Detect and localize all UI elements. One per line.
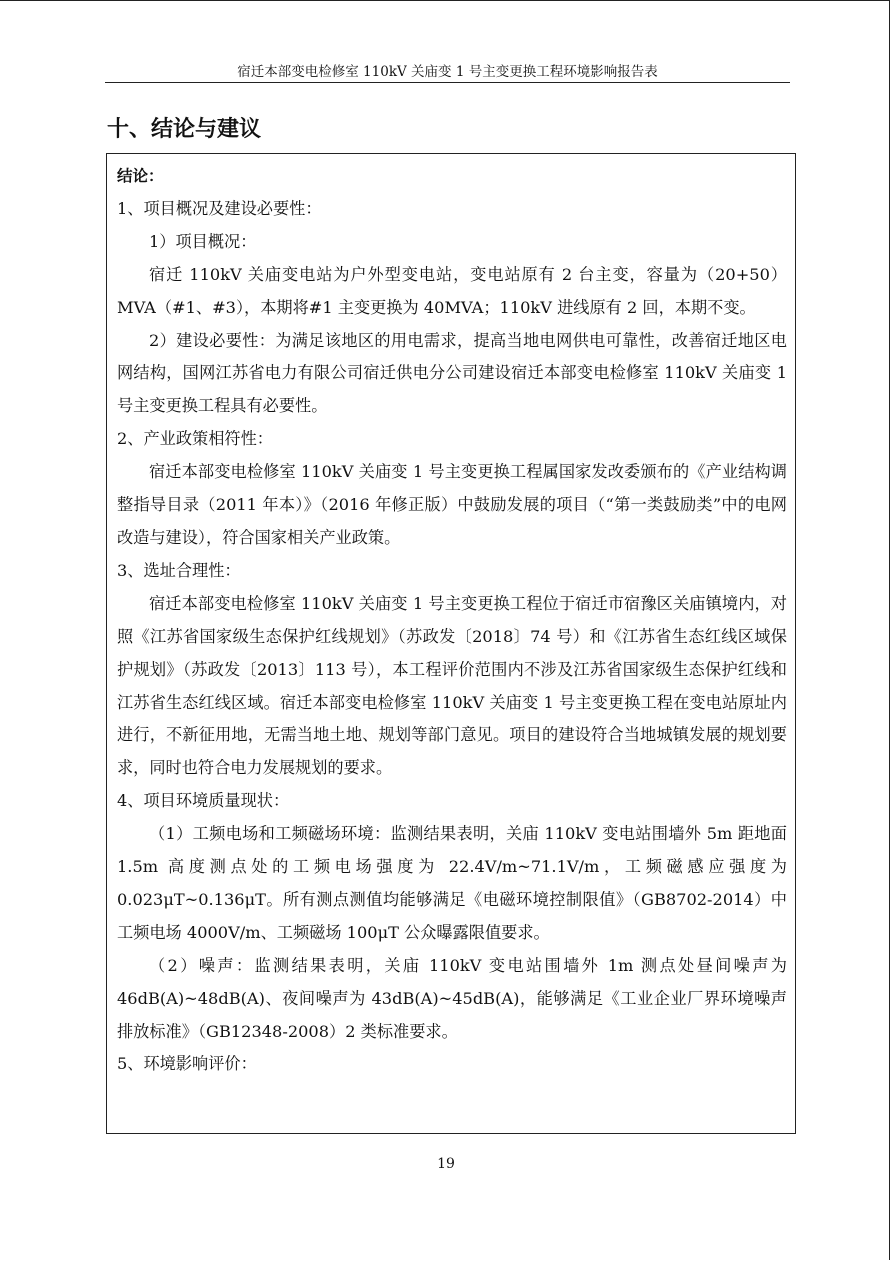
paragraph: 宿迁本部变电检修室 110kV 关庙变 1 号主变更换工程位于宿迁市宿豫区关庙镇境内，对照《江苏省国家级生态保护红线规划》（苏政发〔2018〕74 号）和《江苏省生态红线区域保护规划》（苏政发〔2013〕113 号），本工程评价范围内不涉及江苏省国家级生态保护红线和江苏省生态红线区域。宿迁本部变电检修室 110kV 关庙变 1 号主变更换工程在变电站原址内进行，不新征用地，无需当地土地、规划等部门意见。项目的建设符合当地城镇发展的规划要求，同时也符合电力发展规划的要求。 <box>117 593 787 778</box>
paragraph: 3、选址合理性： <box>117 560 241 580</box>
paragraph: 结论： <box>117 167 164 185</box>
paragraph: 宿迁本部变电检修室 110kV 关庙变 1 号主变更换工程属国家发改委颁布的《产业结构调整指导目录（2011 年本）》（2016 年修正版）中鼓励发展的项目（“第一类鼓励类”中的电网改造与建设），符合国家相关产业政策。 <box>117 462 787 547</box>
paragraph: （2）噪声：监测结果表明，关庙 110kV 变电站围墙外 1m 测点处昼间噪声为 46dB(A)~48dB(A)、夜间噪声为 43dB(A)~45dB(A)，能够满足《工业企业厂界环境噪声排放标准》（GB12348-2008）2 类标准要求。 <box>117 955 787 1041</box>
paragraph: 2）建设必要性：为满足该地区的用电需求，提高当地电网供电可靠性，改善宿迁地区电网结构，国网江苏省电力有限公司宿迁供电分公司建设宿迁本部变电检修室 110kV 关庙变 1 号主变更换工程具有必要性。 <box>117 330 787 416</box>
conclusion-box <box>106 153 796 1134</box>
page-number: 19 <box>437 1156 455 1172</box>
paragraph: 2、产业政策相符性： <box>117 429 273 449</box>
paragraph: 1）项目概况： <box>149 231 257 251</box>
paragraph: 5、环境影响评价： <box>117 1054 257 1074</box>
paragraph: 宿迁 110kV 关庙变电站为户外型变电站，变电站原有 2 台主变，容量为（20+50）MVA（#1、#3），本期将#1 主变更换为 40MVA；110kV 进线原有 2 回，本期不变。 <box>117 264 787 317</box>
header-rule <box>105 82 790 83</box>
running-header: 宿迁本部变电检修室 110kV 关庙变 1 号主变更换工程环境影响报告表 <box>237 64 658 80</box>
paragraph: 4、项目环境质量现状： <box>117 791 290 811</box>
paragraph: 1、项目概况及建设必要性： <box>117 198 322 218</box>
paragraph: （1）工频电场和工频磁场环境：监测结果表明，关庙 110kV 变电站围墙外 5m 距地面 1.5m 高度测点处的工频电场强度为 22.4V/m~71.1V/m，工频磁感应强度为 0.023μT~0.136μT。所有测点测值均能够满足《电磁环境控制限值》（GB8702-2014）中工频电场 4000V/m、工频磁场 100μT 公众曝露限值要求。 <box>117 824 787 942</box>
section-title: 十、结论与建议 <box>107 117 262 142</box>
